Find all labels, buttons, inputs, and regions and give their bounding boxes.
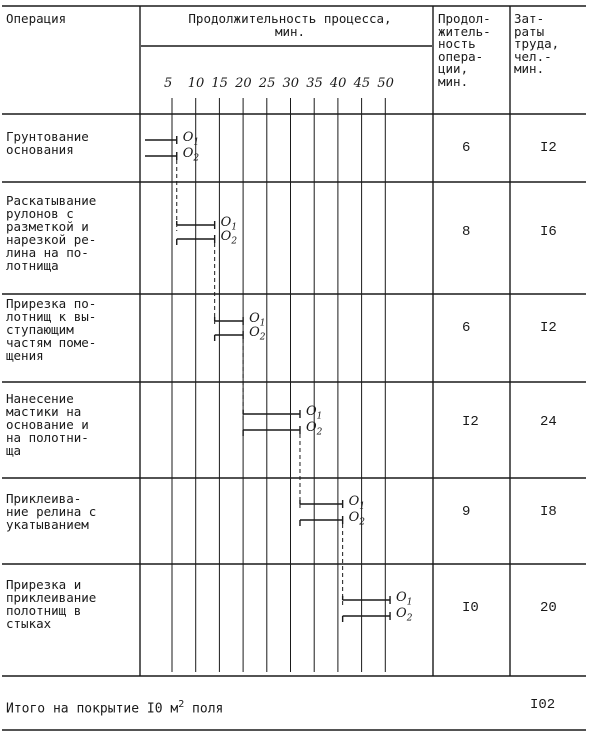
scale-label: 30 [282,76,300,91]
operation-labor: I2 [540,140,557,156]
bar-label: $O_1$ [396,590,413,608]
header-operation: Операция [6,11,67,26]
operation-name: Раскатывание рулонов с разметкой и нарезкой ре- лина на по- лотнища [6,193,97,273]
operation-labor: I2 [540,320,557,336]
total-row [6,698,223,715]
bar-label: $O_2$ [249,325,266,343]
total-suffix: поля [184,701,224,717]
operation-name: Прирезка по- лотнищ к вы- ступающим частям поме- щения [6,296,97,363]
operation-name: Грунтование основания [6,129,89,157]
total-sup: 2 [178,699,185,710]
scale-label: 35 [306,76,323,91]
gantt-bar [343,612,390,622]
bar-label: $O_1$ [305,404,323,422]
scale-label: 20 [235,76,252,91]
gantt-bar [343,596,390,604]
operation-name: Приклеива- ние релина с укатыванием [6,491,97,532]
bar-label: $O_2$ [305,420,323,438]
scale-label: 25 [258,76,276,91]
scale-label: 40 [329,76,347,91]
scale-label: 10 [187,76,205,91]
bar-label: $O_2$ [396,606,413,624]
operation-labor: 20 [540,600,557,616]
operation-labor: I8 [540,504,557,520]
bar-label: $O_1$ [220,215,238,233]
bar-label: $O_2$ [182,146,200,164]
bar-label: $O_2$ [220,229,238,247]
operation-duration: 6 [462,140,471,156]
gantt-bar [300,516,343,526]
gantt-bar [243,426,300,436]
bar-label: $O_1$ [249,311,266,329]
bar-label: $O_1$ [348,494,366,512]
operation-duration: 6 [462,320,471,336]
header-operation-duration: Продол- житель- ность опера- ции, мин. [438,11,491,89]
header-process-duration: Продолжительность процесса, мин. [188,11,392,39]
bar-label: $O_1$ [182,130,200,148]
operation-labor: 24 [540,414,557,430]
operation-duration: I0 [462,600,479,616]
operation-name: Нанесение мастики на основание и на полотни- ща [6,391,89,458]
gantt-bar [243,410,300,418]
operation-labor: I6 [540,224,557,240]
total-value: I02 [530,697,556,713]
scale-label: 50 [377,76,394,91]
scale-label: 15 [211,76,228,91]
operation-duration: 9 [462,504,471,520]
bar-label: $O_2$ [348,510,366,528]
scale-label: 45 [353,76,371,91]
operation-duration: I2 [462,414,479,430]
scale-label: 5 [164,76,173,91]
total-label: Итого на покрытие I0 м [6,701,179,717]
operation-name: Прирезка и приклеивание полотнищ в стыках [6,577,97,631]
operation-duration: 8 [462,224,471,240]
gantt-bar [300,500,343,508]
header-labor: Зат- раты труда, чел.- мин. [514,11,560,76]
